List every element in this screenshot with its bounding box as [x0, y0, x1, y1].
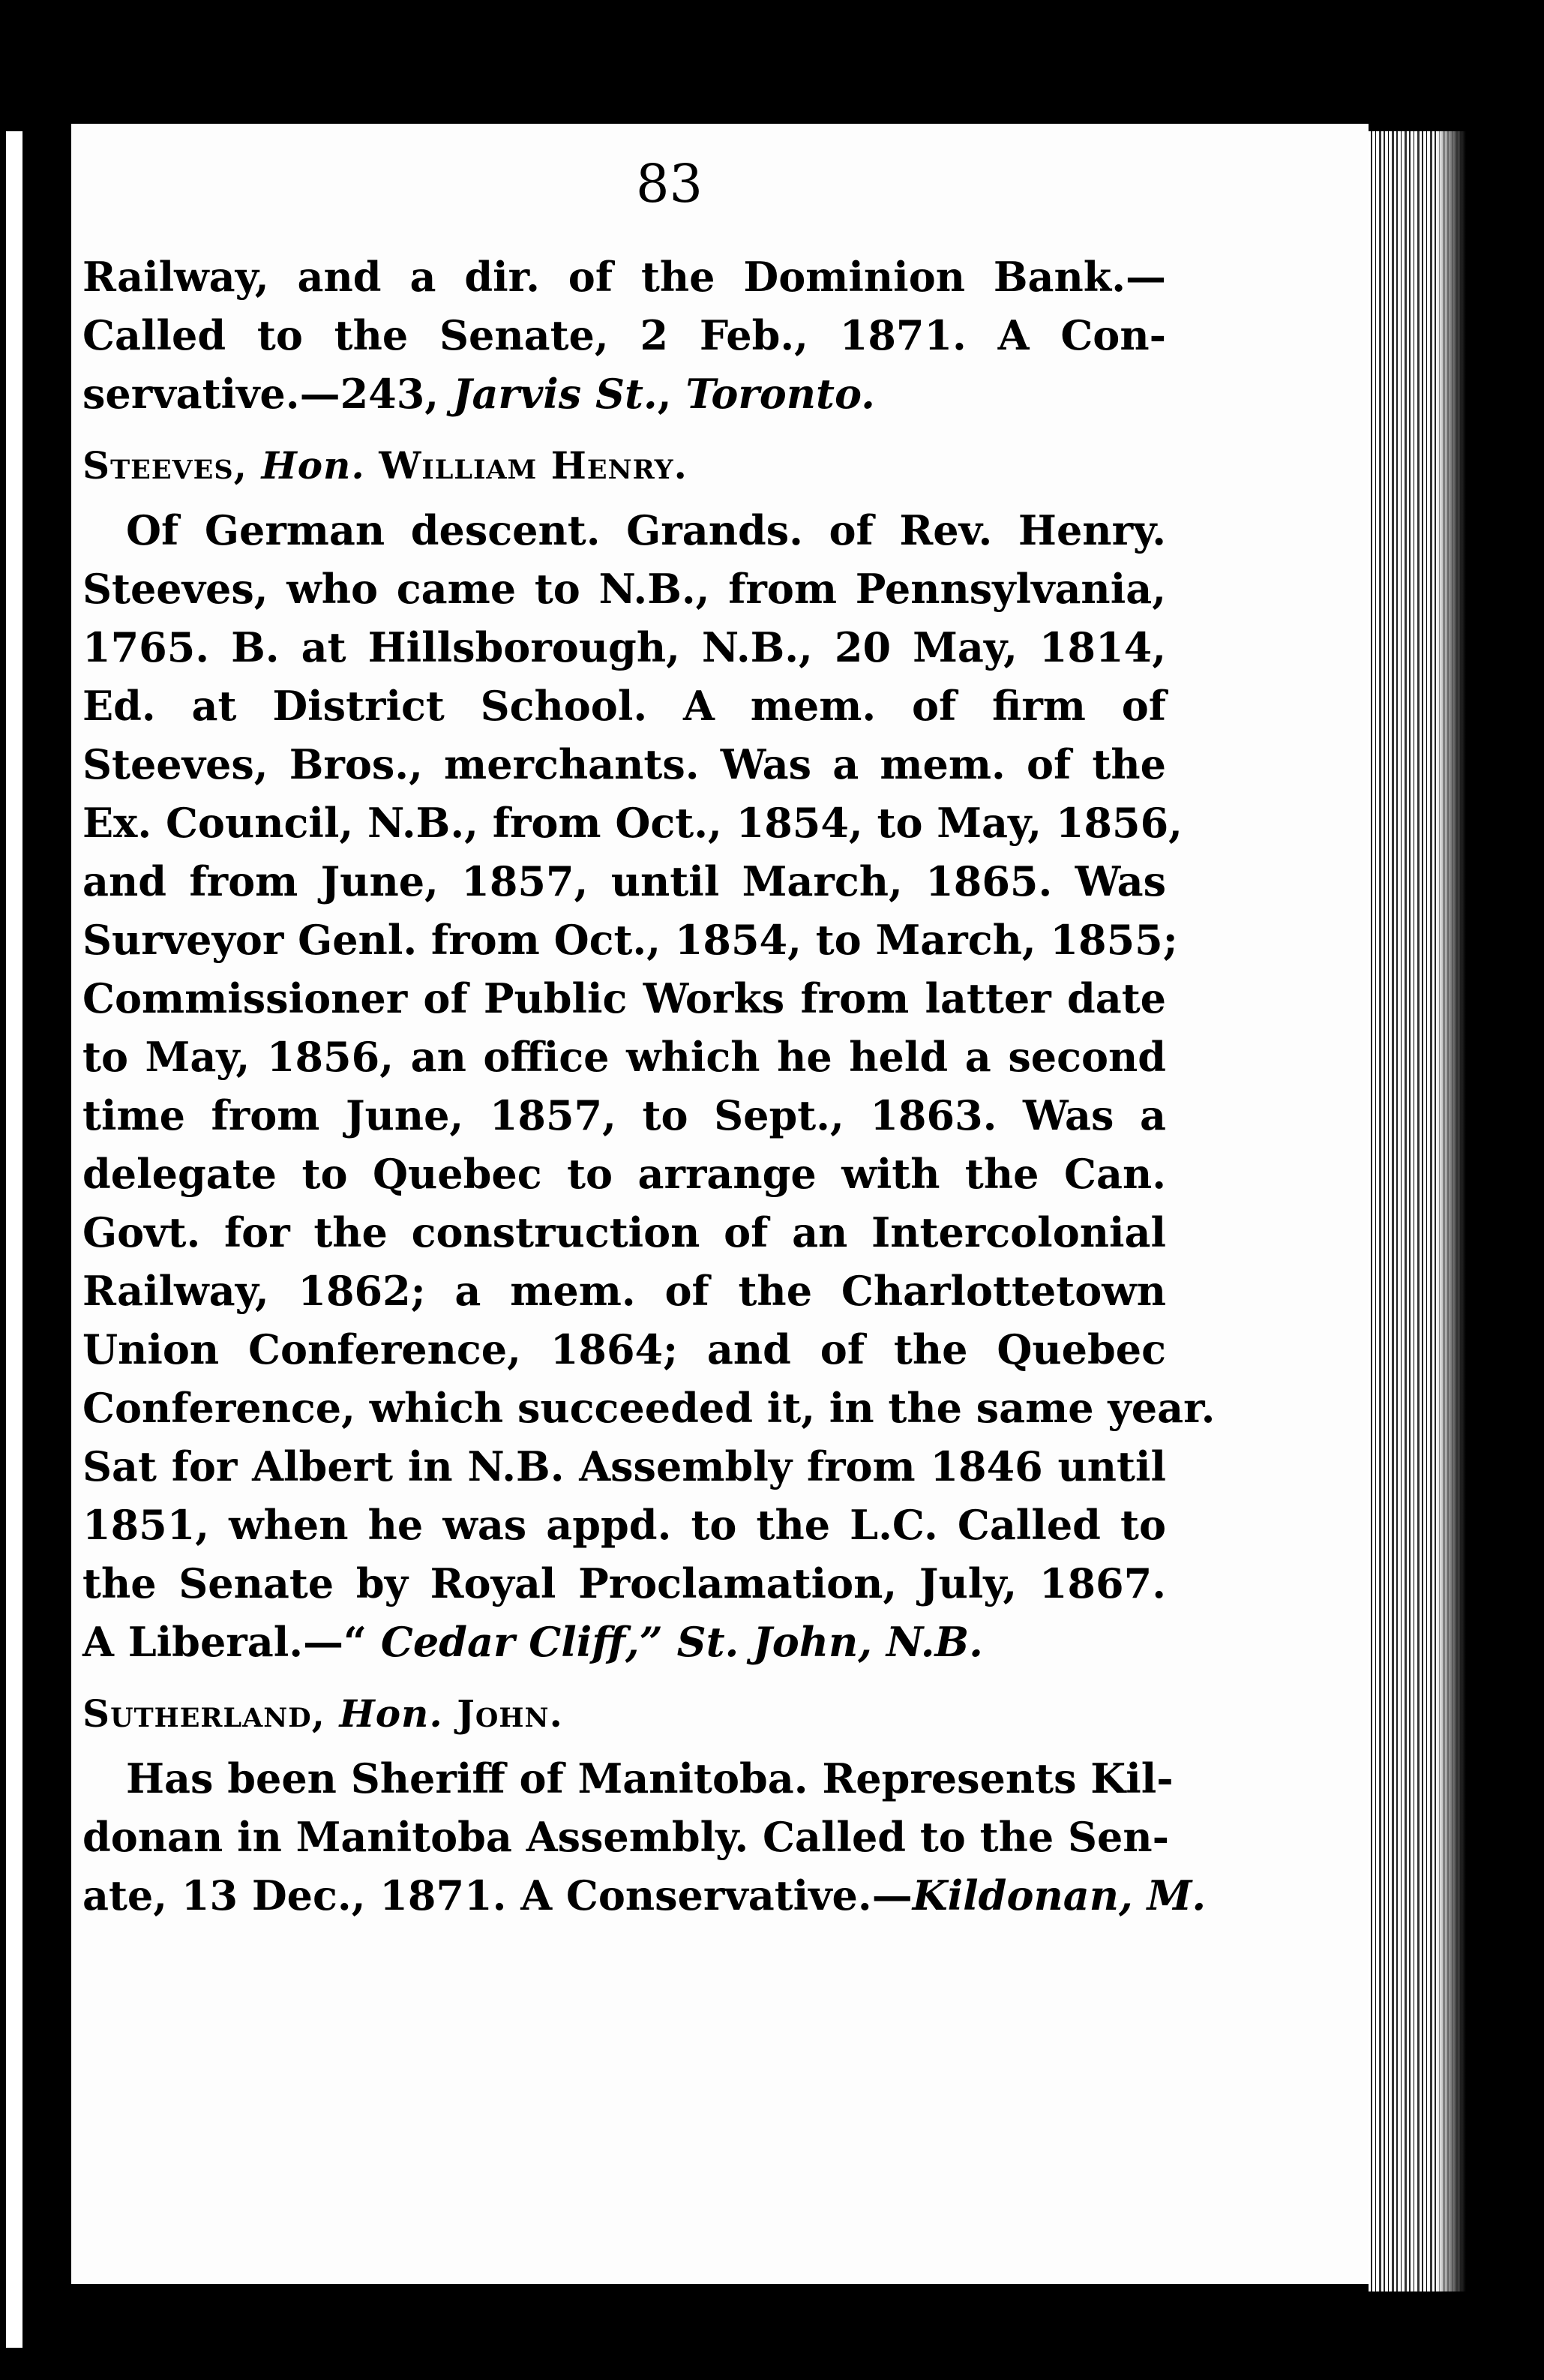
entry-given-names: William Henry. [379, 443, 688, 488]
page-left-edge [6, 131, 22, 2348]
address-city: Toronto. [685, 370, 875, 418]
address-street: Jarvis St. [452, 370, 658, 418]
page-content [82, 150, 1216, 1925]
text-line: Union Conference, 1864; and of the Quebec [82, 1325, 1166, 1373]
text-line: Railway, and a dir. of the Dominion Bank.— [82, 253, 1166, 301]
text-line: time from June, 1857, to Sept., 1863. Was a [82, 1091, 1166, 1139]
text-line: 1851, when he was appd. to the L.C. Called to [82, 1501, 1166, 1549]
text-span: , [657, 370, 686, 418]
text-line: Of German descent. Grands. of Rev. Henry. [126, 506, 1166, 554]
entry-body-sutherland [82, 1749, 1207, 1925]
text-line: delegate to Quebec to arrange with the Can. [82, 1150, 1166, 1198]
text-line: Has been Sheriff of Manitoba. Represents Kil- [126, 1754, 1174, 1802]
text-line: Ed. at District School. A mem. of firm of [82, 682, 1166, 730]
page-number: 83 [635, 153, 703, 215]
residence-place: St. John, N.B. [676, 1618, 983, 1666]
text-line: Surveyor Genl. from Oct., 1854, to March, 1855; [82, 916, 1178, 964]
text-span [663, 1618, 677, 1666]
text-line-address [82, 1613, 1166, 1671]
text-line: Steeves, Bros., merchants. Was a mem. of the [82, 740, 1166, 788]
text-line: and from June, 1857, until March, 1865. Was [82, 857, 1166, 905]
entry-body-steeves [82, 501, 1216, 1671]
text-span: ate, 13 Dec., 1871. A Conservative.— [82, 1871, 913, 1919]
entry-given-names: John. [457, 1691, 563, 1736]
residence-name: Cedar Cliff,” [380, 1618, 663, 1666]
text-line-address [82, 365, 1166, 423]
text-line: to May, 1856, an office which he held a second [82, 1033, 1166, 1081]
entry-honorific: Hon. [339, 1691, 443, 1736]
text-line: donan in Manitoba Assembly. Called to the Sen- [82, 1813, 1170, 1861]
text-line: Steeves, who came to N.B., from Pennsylvania, [82, 565, 1166, 613]
text-line: Railway, 1862; a mem. of the Charlottetown [82, 1267, 1166, 1315]
entry-honorific: Hon. [261, 443, 365, 488]
page-right-edge-shadow [1369, 131, 1466, 2291]
text-line-address [82, 1866, 1207, 1925]
text-line: 1765. B. at Hillsborough, N.B., 20 May, 1814, [82, 623, 1166, 671]
text-line: Sat for Albert in N.B. Assembly from 1846 until [82, 1442, 1166, 1490]
residence-place: Kildonan, M. [912, 1871, 1207, 1919]
entry-heading-steeves: Steeves, Hon. William Henry. [82, 443, 688, 488]
text-line: Conference, which succeeded it, in the same year. [82, 1384, 1216, 1432]
text-span: A Liberal.—“ [82, 1618, 381, 1666]
text-line: Commissioner of Public Works from latter date [82, 974, 1166, 1022]
text-line: Govt. for the construction of an Intercolonial [82, 1208, 1166, 1256]
text-line: Called to the Senate, 2 Feb., 1871. A Con- [82, 311, 1166, 359]
text-line: the Senate by Royal Proclamation, July, 1867. [82, 1559, 1166, 1607]
entry-heading-sutherland: Sutherland, Hon. John. [82, 1691, 563, 1736]
text-line: Ex. Council, N.B., from Oct., 1854, to May, 1856, [82, 799, 1183, 847]
continuation-entry [82, 248, 1166, 423]
entry-surname: Sutherland [82, 1691, 312, 1736]
text-span: servative.—243, [82, 370, 453, 418]
entry-surname: Steeves [82, 443, 234, 488]
